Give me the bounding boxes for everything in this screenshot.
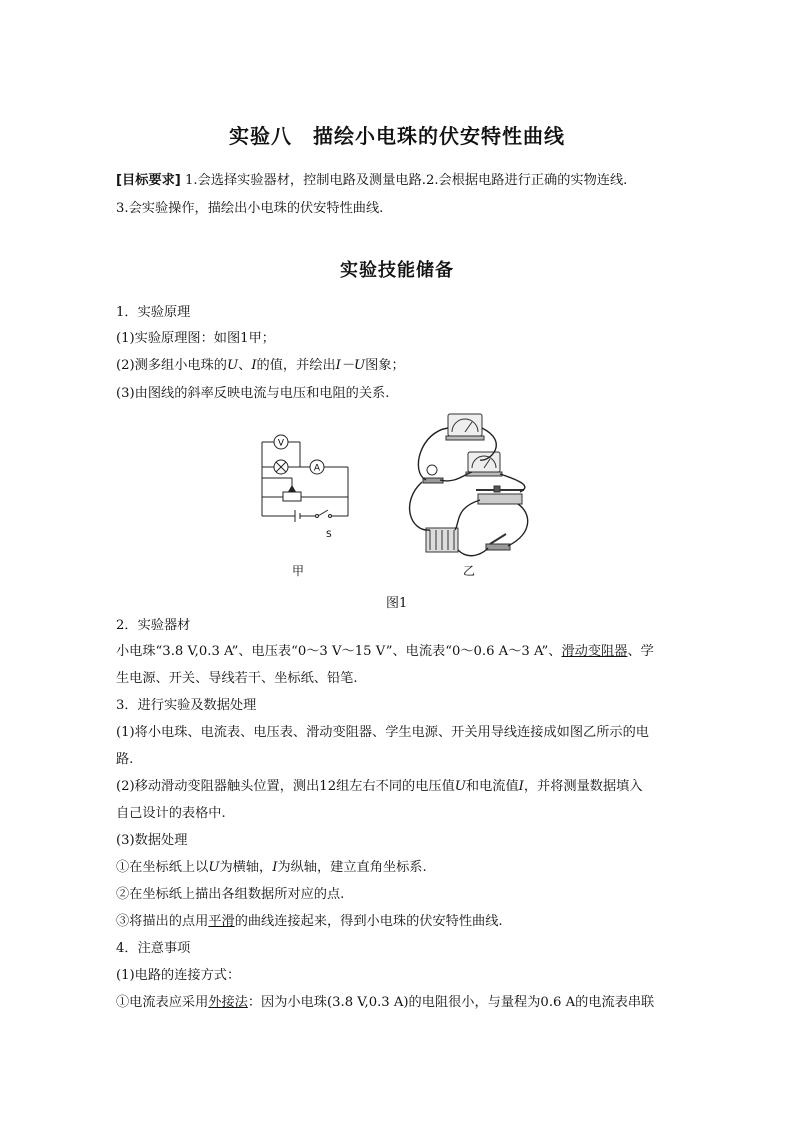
s1-p2-U: U <box>227 358 239 373</box>
s1-p2-c: 的值，并绘出 <box>256 358 336 373</box>
s4-c1 <box>116 994 654 1012</box>
s1-p2-a: (2)测多组小电珠的 <box>116 358 227 373</box>
ammeter-symbol <box>310 460 324 474</box>
circuit-diagram-jia <box>262 442 348 522</box>
s3-c3 <box>116 913 503 931</box>
s2-line-2: 生电源、开关、导线若干、坐标纸、铅笔. <box>116 671 358 686</box>
s4-c1-underline: 外接法 <box>208 995 248 1010</box>
s3-heading: 3．进行实验及数据处理 <box>116 698 257 713</box>
goal-text-1: 1.会选择实验器材，控制电路及测量电路.2.会根据电路进行正确的实物连线. <box>185 173 628 188</box>
figure-1-svg <box>250 412 550 612</box>
s1-p2-d: 图象； <box>365 358 405 373</box>
s4-c1-a: ①电流表应采用 <box>116 995 209 1010</box>
s1-heading: 1．实验原理 <box>116 305 191 320</box>
s2-heading: 2．实验器材 <box>116 618 191 633</box>
s1-p3: (3)由图线的斜率反映电流与电压和电阻的关系. <box>116 386 390 401</box>
s1-p2-b: 、 <box>238 358 252 373</box>
s3-p2a-1: (2)移动滑动变阻器触头位置，测出12组左右不同的电压值 <box>116 779 455 794</box>
s3-p2a-2: 和电流值 <box>465 779 519 794</box>
s3-p1a: (1)将小电珠、电流表、电压表、滑动变阻器、学生电源、开关用导线连接成如图乙所示的电 <box>116 725 649 740</box>
s4-heading: 4．注意事项 <box>116 941 191 956</box>
s3-c2: ②在坐标纸上描出各组数据所对应的点. <box>116 887 345 902</box>
s3-p3: (3)数据处理 <box>116 833 188 848</box>
s2-line-1-underline: 滑动变阻器 <box>561 644 628 659</box>
s4-c1-b: ：因为小电珠(3.8 V,0.3 A)的电阻很小，与量程为0.6 A的电流表串联 <box>247 995 655 1010</box>
lamp-symbol <box>274 460 288 474</box>
figure-label-yi: 乙 <box>463 564 476 578</box>
s1-p2-IU: I－U <box>335 358 366 373</box>
s3-c3-a: ③将描出的点用 <box>116 914 209 929</box>
figure-label-jia: 甲 <box>292 564 305 578</box>
voltmeter-device <box>446 414 484 440</box>
s3-c1-I: I <box>272 860 278 875</box>
s3-p2b: 自己设计的表格中. <box>116 806 226 821</box>
voltmeter-symbol <box>274 435 288 449</box>
switch-label: S <box>326 530 332 540</box>
section-title: 实验技能储备 <box>340 260 454 281</box>
s3-c1-c: 为纵轴，建立直角坐标系. <box>277 860 427 875</box>
s3-p2a <box>116 778 643 796</box>
switch-device <box>486 534 510 550</box>
figure-1 <box>250 412 550 616</box>
s3-c1-a: ①在坐标纸上以 <box>116 860 209 875</box>
svg-text:V: V <box>277 438 285 449</box>
s3-c1-U: U <box>208 860 220 875</box>
s3-p2a-I: I <box>518 779 524 794</box>
s3-c1-b: 为横轴， <box>219 860 273 875</box>
s2-line-1 <box>116 643 654 661</box>
s3-c3-b: 的曲线连接起来，得到小电珠的伏安特性曲线. <box>234 914 503 929</box>
svg-text:A: A <box>313 463 321 474</box>
goal-tag: [目标要求] <box>116 173 181 188</box>
s1-p1: (1)实验原理图：如图1甲； <box>116 331 275 346</box>
s1-p2 <box>116 357 405 375</box>
goal-line-2: 3.会实验操作，描绘出小电珠的伏安特性曲线. <box>116 201 384 216</box>
s3-p2a-3: ，并将测量数据填入 <box>523 779 643 794</box>
figure-caption: 图1 <box>386 596 408 611</box>
s1-p2-I: I <box>251 358 257 373</box>
s3-c3-underline: 平滑 <box>208 914 235 929</box>
s2-line-1-b: 、学 <box>627 644 654 659</box>
power-supply-device <box>426 528 458 552</box>
s4-p1: (1)电路的连接方式： <box>116 968 241 983</box>
apparatus-yi <box>410 414 528 556</box>
s3-c1 <box>116 859 427 877</box>
page-title: 实验八 描绘小电珠的伏安特性曲线 <box>229 124 565 148</box>
rheostat-device <box>476 486 524 504</box>
s3-p2a-U: U <box>454 779 466 794</box>
s3-p1b: 路. <box>116 752 134 767</box>
s2-line-1-a: 小电珠“3.8 V,0.3 A”、电压表“0～3 V～15 V”、电流表“0～0.6 A～3 A”、 <box>116 644 562 659</box>
goal-line-1 <box>116 172 627 190</box>
